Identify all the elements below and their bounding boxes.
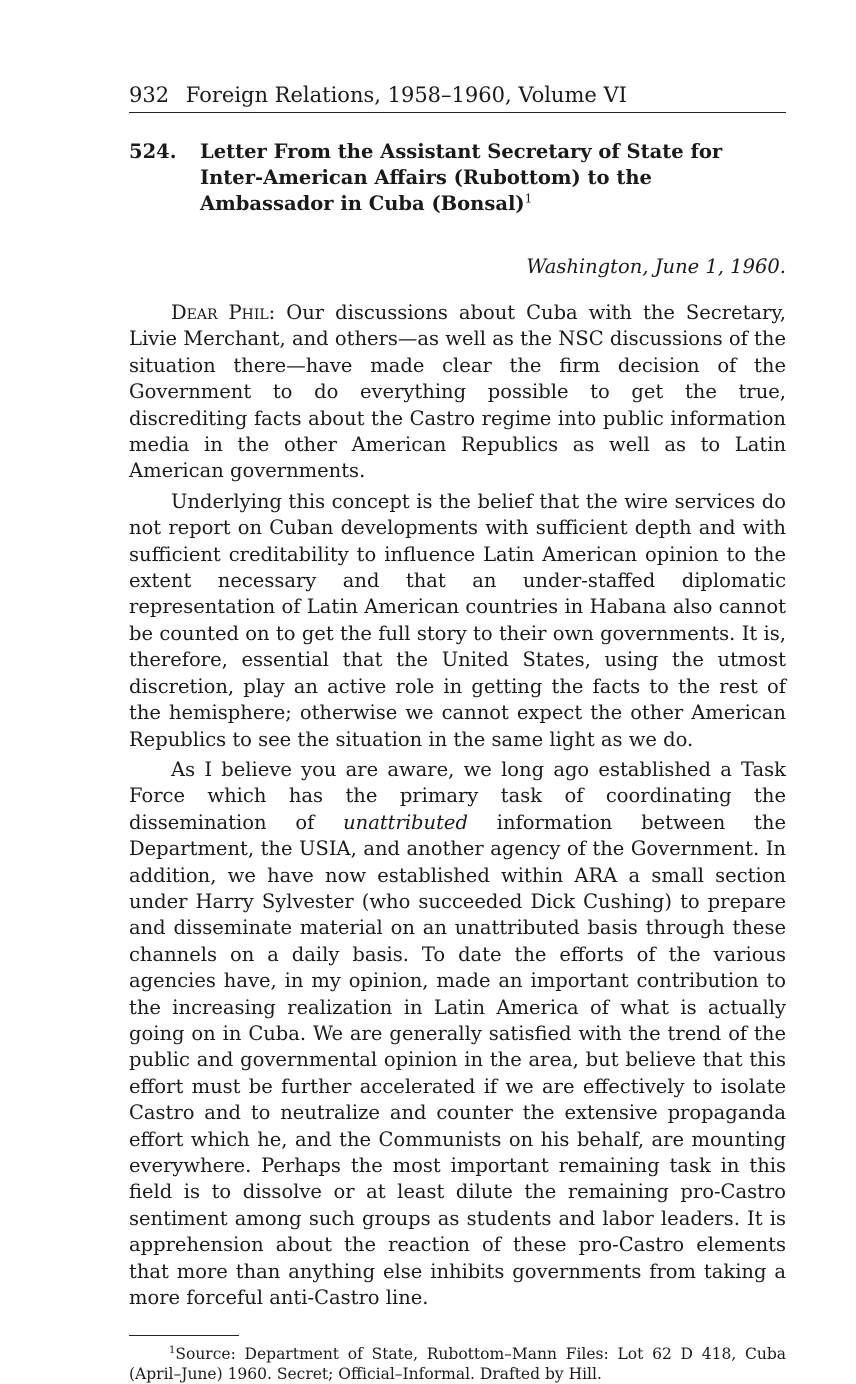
document-title: Letter From the Assistant Secretary of State for Inter-American Affairs (Rubottom) to the Ambassador in Cuba (Bonsal) <box>200 140 723 215</box>
footnote <box>129 1344 786 1384</box>
footnote-divider <box>129 1335 239 1336</box>
footnote-reference[interactable]: 1 <box>524 191 533 206</box>
paragraph-2: Underlying this concept is the belief that the wire services do not report on Cuban developments with sufficient depth and with sufficient creditability to influence Latin American opinion to the extent necessary and that an under-staffed diplomatic representation of Latin American countries in Habana also cannot be counted on to get the full story to their own governments. It is, therefore, essential that the United States, using the utmost discretion, play an active role in getting the facts to the rest of the hemisphere; otherwise we cannot expect the other American Republics to see the situation in the same light as we do. <box>129 489 786 751</box>
document-page <box>129 80 786 1384</box>
letter-body <box>129 300 786 1311</box>
document-number: 524. <box>129 140 177 163</box>
volume-title: Foreign Relations, 1958–1960, Volume VI <box>185 83 627 107</box>
running-head <box>129 80 786 113</box>
paragraph-1-text: Our discussions about Cuba with the Secretary, Livie Merchant, and others—as well as the NSC discussions of the situation there—have made clear the firm decision of the Government to do everything possible to get the true, discrediting facts about the Castro regime into public information media in the other American Republics as well as to Latin American governments. <box>129 301 787 483</box>
footnote-marker: 1 <box>169 1345 176 1357</box>
page-number: 932 <box>129 83 170 107</box>
paragraph-3 <box>129 757 786 1312</box>
document-heading <box>129 139 786 217</box>
emphasis-unattributed: unattributed <box>343 810 468 834</box>
footnote-text: Source: Department of State, Rubottom–Mann Files: Lot 62 D 418, Cuba (April–June) 1960. Secret; Official–Informal. Drafted by Hill. <box>129 1345 786 1384</box>
paragraph-1 <box>129 300 786 485</box>
paragraph-3-text-a: As I believe you are aware, we long ago established a Task Force which has the primary task of coordinating the dissemination of <box>129 757 786 834</box>
paragraph-3-text-b: information between the Department, the USIA, and another agency of the Government. In addition, we have now established within ARA a small section under Harry Sylvester (who succeeded Dick Cushing) to prepare and disseminate material on an unattributed basis through these channels on a daily basis. To date the efforts of the various agencies have, in my opinion, made an important contribution to the increasing realization in Latin America of what is actually going on in Cuba. We are generally satisfied with the trend of the public and governmental opinion in the area, but believe that this effort must be further accelerated if we are effectively to isolate Castro and to neutralize and counter the extensive propaganda effort which he, and the Communists on his behalf, are mounting everywhere. Perhaps the most important remaining task in this field is to dissolve or at least dilute the remaining pro-Castro sentiment among such groups as students and labor leaders. It is apprehension about the reaction of these pro-Castro elements that more than anything else inhibits governments from taking a more forceful anti-Castro line. <box>129 810 786 1310</box>
dateline: Washington, June 1, 1960. <box>526 255 786 278</box>
document-title-block <box>200 139 786 217</box>
salutation: Dear Phil: <box>171 301 276 324</box>
